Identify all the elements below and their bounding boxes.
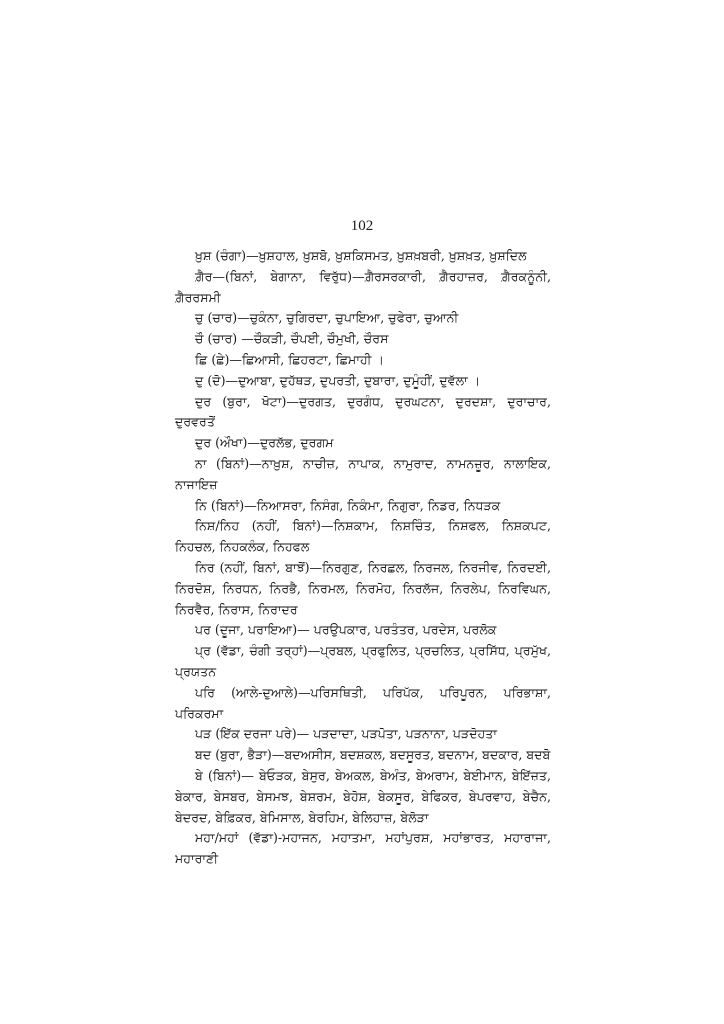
prefix-entry-du: ਦੁ (ਦੋ)—ਦੁਆਬਾ, ਦੁਹੱਥੜ, ਦੁਪਰਤੀ, ਦੁਬਾਰਾ, ਦੁਮੂੰਹੀਂ, ਦੁਵੱਲਾ । xyxy=(195,372,481,388)
prefix-entry-par: ਪਰ (ਦੂਜਾ, ਪਰਾਇਆ)— ਪਰਉਪਕਾਰ, ਪਰਤੰਤਰ, ਪਰਦੇਸ, ਪਰਲੋਕ xyxy=(195,622,497,638)
prefix-entry-chhi: ਛਿ (ਛੇ)—ਛਿਆਸੀ, ਛਿਹਰਟਾ, ਛਿਮਾਹੀ । xyxy=(195,351,384,367)
prefix-entry-gair: ਗ਼ੈਰ—(ਬਿਨਾਂ, ਬੇਗਾਨਾ, ਵਿਰੁੱਧ)—ਗ਼ੈਰਸਰਕਾਰੀ, ਗ਼ੈਰਹਾਜ਼ਰ, ਗ਼ੈਰਕਨੂੰਨੀ, ਗ਼ੈਰਰਸਮੀ xyxy=(175,268,551,305)
prefix-entry-pari: ਪਰਿ (ਆਲੇ-ਦੁਆਲੇ)—ਪਰਿਸਥਿਤੀ, ਪਰਿਪੱਕ, ਪਰਿਪੂਰਨ, ਪਰਿਭਾਸ਼ਾ, ਪਰਿਕਰਮਾ xyxy=(175,684,551,721)
prefix-entry-chau: ਚੌ (ਚਾਰ) —ਚੌਕੜੀ, ਚੌਪਈ, ਚੌਮੁਖੀ, ਚੌਰਸ xyxy=(195,331,389,347)
prefix-entry-nish: ਨਿਸ਼/ਨਿਹ (ਨਹੀਂ, ਬਿਨਾਂ)—ਨਿਸ਼ਕਾਮ, ਨਿਸ਼ਚਿੰਤ, ਨਿਸ਼ਫਲ, ਨਿਸ਼ਕਪਟ, ਨਿਹਚਲ, ਨਿਹਕਲੰਕ, ਨਿਹਫਲ xyxy=(175,518,551,555)
prefix-entry-bad: ਬਦ (ਬੁਰਾ, ਭੈੜਾ)—ਬਦਅਸੀਸ, ਬਦਸ਼ਕਲ, ਬਦਸੂਰਤ, ਬਦਨਾਮ, ਬਦਕਾਰ, ਬਦਬੋ xyxy=(195,747,551,763)
page-number: 102 xyxy=(350,218,374,234)
prefix-list xyxy=(175,246,551,870)
prefix-entry-chu: ਚੁ (ਚਾਰ)—ਚੁਕੰਨਾ, ਚੁਗਿਰਦਾ, ਚੁਪਾਇਆ, ਚੁਫੇਰਾ, ਚੁਆਨੀ xyxy=(195,310,459,326)
prefix-entry-ni: ਨਿ (ਬਿਨਾਂ)—ਨਿਆਸਰਾ, ਨਿਸੰਗ, ਨਿਕੰਮਾ, ਨਿਗੁਰਾ, ਨਿਡਰ, ਨਿਧੜਕ xyxy=(195,497,501,513)
prefix-entry-dur-aukha: ਦੁਰ (ਔਖਾ)—ਦੁਰਲੱਭ, ਦੁਰਗਮ xyxy=(195,435,334,451)
prefix-entry-nir: ਨਿਰ (ਨਹੀਂ, ਬਿਨਾਂ, ਬਾਝੋਂ)—ਨਿਰਗੁਣ, ਨਿਰਛਲ, ਨਿਰਜਲ, ਨਿਰਜੀਵ, ਨਿਰਦਈ, ਨਿਰਦੋਸ਼, ਨਿਰਧਨ, ਨਿਰਭੈ, ਨਿਰਮਲ, ਨਿਰਮੋਹ, ਨਿਰਲੱਜ, ਨਿਰਲੇਪ, ਨਿਰਵਿਘਨ, ਨਿਰਵੈਰ, ਨਿਰਾਸ, ਨਿਰਾਦਰ xyxy=(175,559,551,617)
prefix-entry-na: ਨਾ (ਬਿਨਾਂ)—ਨਾਖ਼ੁਸ਼, ਨਾਚੀਜ਼, ਨਾਪਾਕ, ਨਾਮੁਰਾਦ, ਨਾਮਨਜ਼ੂਰ, ਨਾਲਾਇਕ, ਨਾਜਾਇਜ਼ xyxy=(175,455,551,492)
prefix-entry-be: ਬੇ (ਬਿਨਾਂ)— ਬੇਓੜਕ, ਬੇਸੁਰ, ਬੇਅਕਲ, ਬੇਅੰਤ, ਬੇਅਰਾਮ, ਬੇਈਮਾਨ, ਬੇਇੱਜ਼ਤ, ਬੇਕਾਰ, ਬੇਸਬਰ, ਬੇਸਮਝ, ਬੇਸ਼ਰਮ, ਬੇਹੋਸ਼, ਬੇਕਸੂਰ, ਬੇਫਿਕਰ, ਬੇਪਰਵਾਹ, ਬੇਚੈਨ, ਬੇਦਰਦ, ਬੇਫ਼ਿਕਰ, ਬੇਮਿਸਾਲ, ਬੇਰਹਿਮ, ਬੇਲਿਹਾਜ਼, ਬੇਲੋੜਾ xyxy=(175,767,551,825)
prefix-entry-pra: ਪ੍ਰ (ਵੱਡਾ, ਚੰਗੀ ਤਰ੍ਹਾਂ)—ਪ੍ਰਬਲ, ਪ੍ਰਫੁਲਿਤ, ਪ੍ਰਚਲਿਤ, ਪ੍ਰਸਿੱਧ, ਪ੍ਰਮੁੱਖ, ਪ੍ਰਯਤਨ xyxy=(175,643,551,679)
prefix-entry-khush: ਖ਼ੁਸ਼ (ਚੰਗਾ)—ਖ਼ੁਸ਼ਹਾਲ, ਖ਼ੁਸ਼ਬੋ, ਖ਼ੁਸ਼ਕਿਸਮਤ, ਖ਼ੁਸ਼ਖ਼ਬਰੀ, ਖ਼ੁਸ਼ਖ਼ਤ, ਖ਼ੁਸ਼ਦਿਲ xyxy=(195,248,527,263)
prefix-entry-dur-bura: ਦੁਰ (ਬੁਰਾ, ਖੋਟਾ)—ਦੁਰਗਤ, ਦੁਰਗੰਧ, ਦੁਰਘਟਨਾ, ਦੁਰਦਸ਼ਾ, ਦੁਰਾਚਾਰ, ਦੁਰਵਰਤੋਂ xyxy=(175,393,551,430)
prefix-entry-maha: ਮਹਾ/ਮਹਾਂ (ਵੱਡਾ)-ਮਹਾਜਨ, ਮਹਾਤਮਾ, ਮਹਾਂਪੁਰਸ਼, ਮਹਾਂਭਾਰਤ, ਮਹਾਰਾਜਾ, ਮਹਾਰਾਣੀ xyxy=(175,830,551,867)
prefix-entry-parh: ਪੜ (ਇੱਕ ਦਰਜਾ ਪਰੇ)— ਪੜਦਾਦਾ, ਪੜਪੋਤਾ, ਪੜਨਾਨਾ, ਪੜਦੋਹਤਾ xyxy=(195,726,497,742)
